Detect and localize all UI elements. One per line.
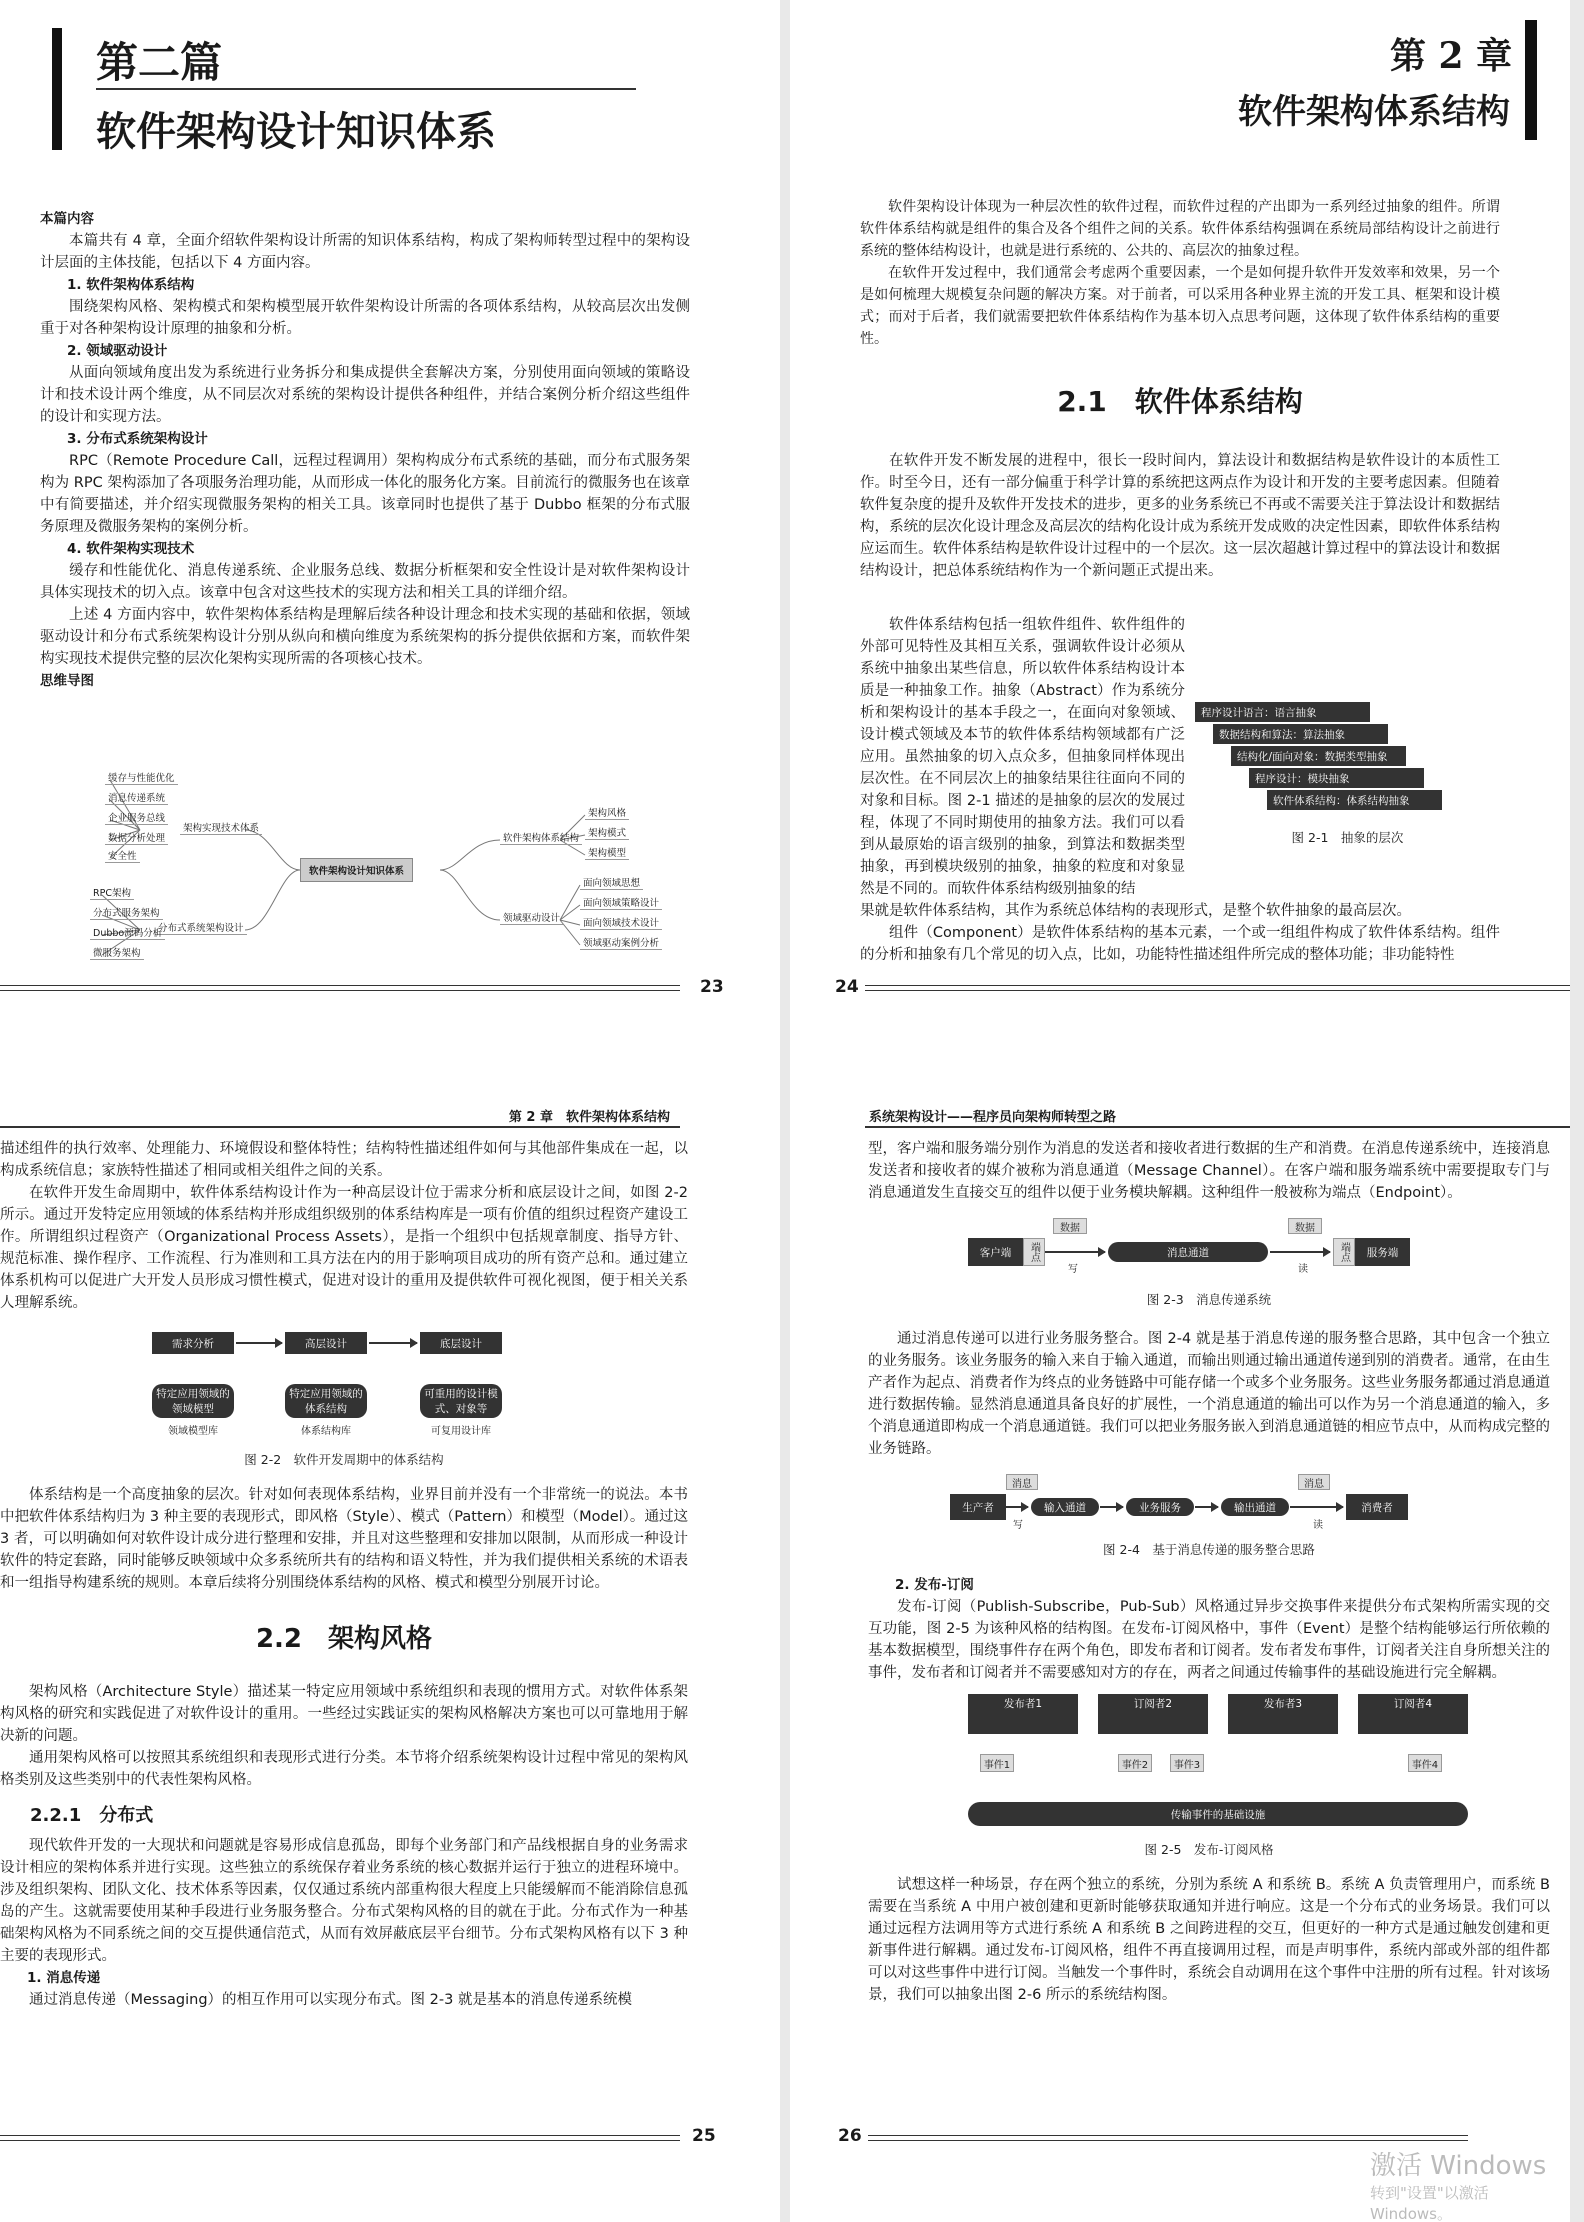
- subsection-2-2-1: 2.2.1 分布式: [30, 1805, 154, 1826]
- fig24-arrow: [1100, 1506, 1123, 1508]
- page-26: [790, 1050, 1570, 2222]
- item-pubsub: 2. 发布-订阅: [895, 1577, 974, 1593]
- fig22-stage: 需求分析: [152, 1332, 234, 1354]
- figure-2-4: [868, 1472, 1550, 1562]
- page-25: [0, 1050, 780, 2222]
- fig23-client: 客户端: [968, 1238, 1023, 1266]
- mind-map-leaf: 架构风格: [585, 805, 629, 820]
- lead-para-1: 软件架构设计体现为一种层次性的软件过程，而软件过程的产出即为一系列经过抽象的组件。所谓软件体系结构就是组件的集合及各个组件之间的关系。软件体系结构强调在系统局部结构设计之前进行系统的整体结构设计，也就是进行系统的、公共的、高层次的抽象过程。: [860, 199, 1500, 259]
- running-header-text: 第 2 章 软件架构体系结构: [508, 1110, 670, 1125]
- intro-heading: 本篇内容: [40, 211, 94, 227]
- mind-map-branch-arch: 软件架构体系结构: [500, 830, 582, 845]
- item-1-heading: 1. 软件架构体系结构: [67, 277, 195, 293]
- mind-map-branch-distributed: 分布式系统架构设计: [155, 920, 247, 935]
- running-header: [0, 1102, 680, 1128]
- footer-rule: [865, 985, 1570, 991]
- para-2-1-a: 在软件开发不断发展的进程中，很长一段时间内，算法设计和数据结构是软件设计的本质性工作。时至今日，还有一部分偏重于科学计算的系统把这两点作为设计和开发的主要考虑因素。但随着软件复杂度的提升及软件开发技术的进步，更多的业务系统已不再或不需要关注于算法设计和数据结构，系统的层次化设计理念及高层次的结构化设计成为系统开发成败的决定性因素，即软件体系结构应运而生。软件体系结构是软件设计过程中的一个层次。这一层次超越计算过程中的算法设计和数据结构设计，把总体系统结构作为一个新问题正式提出来。: [860, 453, 1500, 579]
- item-3-heading: 3. 分布式系统架构设计: [67, 431, 208, 447]
- item-4-text: 缓存和性能优化、消息传递系统、企业服务总线、数据分析框架和安全性设计是对软件架构设计具体实现技术的切入点。该章中包含对这些技术的实现方法和相关工具的详细介绍。: [40, 563, 690, 601]
- fig23-arrow: [1045, 1251, 1105, 1253]
- fig23-server: 服务端: [1355, 1238, 1410, 1266]
- figure-2-1: [1195, 702, 1500, 864]
- fig21-step: 程序设计：模块抽象: [1249, 768, 1424, 788]
- item-messaging: 1. 消息传递: [27, 1970, 101, 1986]
- fig22-output: 可重用的设计模式、对象等: [420, 1384, 502, 1418]
- fig23-endpoint: 端点: [1333, 1238, 1355, 1266]
- fig24-node: 生产者: [950, 1494, 1006, 1520]
- part-label: 第二篇: [96, 38, 223, 87]
- item-1-text: 围绕架构风格、架构模式和架构模型展开软件架构设计所需的各项体系结构，从较高层次出发侧重于对各种架构设计原理的抽象和分析。: [40, 299, 690, 337]
- activate-windows-hint: 转到"设置"以激活 Windows。: [1370, 2184, 1489, 2222]
- para-25-3: 体系结构是一个高度抽象的层次。针对如何表现体系结构，业界目前并没有一个非常统一的说法。本书中把软件体系结构归为 3 种主要的表现形式，即风格（Style）、模式（Pattern）和模型（Model）。通过这 3 者，可以明确如何对软件设计成分进行整理和安排，并且对这些整理和安排加以限制，从而形成一种设计软件的特定套路，同时能够反映领域中众多系统所共有的结构和语义特性，并为我们提供相关系统的术语表和一组指导构建系统的规则。本章后续将分别围绕体系结构的风格、模式和模型分别展开讨论。: [0, 1487, 688, 1591]
- figure-2-3: [868, 1216, 1550, 1316]
- fig25-actor: 发布者3: [1228, 1694, 1338, 1734]
- p26-body: [868, 1138, 1550, 2006]
- lead-para-2: 在软件开发过程中，我们通常会考虑两个重要因素，一个是如何提升软件开发效率和效果，另一个是如何梳理大规模复杂问题的解决方案。对于前者，可以采用各种业界主流的开发工具、框架和设计模式；而对于后者，我们就需要把软件体系结构作为基本切入点思考问题，这体现了软件体系结构的重要性。: [860, 265, 1500, 347]
- part-title-bar: [52, 28, 62, 150]
- fig25-bus: 传输事件的基础设施: [968, 1802, 1468, 1826]
- fig22-label: 体系结构库: [301, 1425, 351, 1437]
- mind-map-leaf: 架构模式: [585, 825, 629, 840]
- part-rule: [96, 88, 636, 90]
- para-25-1: 描述组件的执行效率、处理能力、环境假设和整体特性；结构特性描述组件如何与其他部件集成在一起，以构成系统信息；家族特性描述了相同或相关组件之间的关系。: [0, 1141, 688, 1179]
- para-26-1: 型，客户端和服务端分别作为消息的发送者和接收者进行数据的生产和消费。在消息传递系统中，连接消息发送者和接收者的媒介被称为消息通道（Message Channel）。在客户端和服务端系统中需要提取专门与消息通道发生直接交互的组件以便于业务模块解耦。这种组件一般被称为端点（Endpoint）。: [868, 1141, 1550, 1201]
- mind-map-leaf: 分布式服务架构: [90, 905, 163, 920]
- page-number: 25: [692, 2126, 716, 2146]
- chapter-bar: [1525, 20, 1537, 140]
- footer-rule: [0, 985, 680, 991]
- fig23-channel: 消息通道: [1108, 1242, 1268, 1262]
- fig22-stage: 底层设计: [420, 1332, 502, 1354]
- para-25-5: 通用架构风格可以按照其系统组织和表现形式进行分类。本节将介绍系统架构设计过程中常见的架构风格类别及这些类别中的代表性架构风格。: [0, 1750, 688, 1788]
- fig22-output: 特定应用领域的领域模型: [152, 1384, 234, 1418]
- page-number: 26: [838, 2126, 862, 2146]
- para-2-1-b-cont: 果就是软件体系结构，其作为系统总体结构的表现形式，是整个软件抽象的最高层次。: [860, 903, 1411, 919]
- running-header: [865, 1102, 1570, 1128]
- para-25-2: 在软件开发生命周期中，软件体系结构设计作为一种高层设计位于需求分析和底层设计之间，如图 2-2 所示。通过开发特定应用领域的体系结构并形成组织级别的体系结构库是一项有价值的组织过程资产建设工作。所谓组织过程资产（Organizational Process Assets），是指一个组织中包括规章制度、指导方针、规范标准、操作程序、工作流程、行为准则和工具方法在内的用于影响项目成功的所有资产总和。通过建立体系机构可以促进广大开发人员形成习惯性模式，促进对设计的重用及提供软件可视化视图，便于相关关系人理解系统。: [0, 1185, 688, 1311]
- fig24-arrow: [1195, 1506, 1218, 1508]
- mind-map-leaf: 面向领域技术设计: [580, 915, 662, 930]
- fig24-msg: 消息: [1298, 1474, 1330, 1490]
- page-23: [0, 0, 780, 1100]
- mind-map-center: 软件架构设计知识体系: [300, 858, 413, 882]
- mind-map-leaf: 企业服务总线: [105, 810, 168, 825]
- fig25-actor: 发布者1: [968, 1694, 1078, 1734]
- fig24-node: 消费者: [1346, 1494, 1408, 1520]
- fig24-msg: 消息: [1006, 1474, 1038, 1490]
- fig23-read: 读: [1298, 1263, 1308, 1275]
- mind-map-leaf: 消息传递系统: [105, 790, 168, 805]
- item-3-text: RPC（Remote Procedure Call，远程过程调用）架构构成分布式系统的基础，而分布式服务架构为 RPC 架构添加了各项服务治理功能，从而形成一体化的服务化方案。目前流行的微服务也在该章中有简要描述，并介绍实现微服务架构的相关工具。该章同时也提供了基于 Dubbo 框架的分布式服务原理及微服务架构的案例分析。: [40, 453, 690, 535]
- fig24-arrow: [1290, 1506, 1343, 1508]
- mind-map-leaf: 面向领域策略设计: [580, 895, 662, 910]
- mind-map-leaf: Dubbo源码分析: [90, 925, 165, 940]
- fig21-step: 软件体系结构：体系结构抽象: [1267, 790, 1442, 810]
- section-2-2-title: 2.2 架构风格: [255, 1624, 433, 1654]
- p25-body: [0, 1138, 688, 2011]
- p24-body-2: [860, 614, 1500, 966]
- figure-2-2: [0, 1324, 688, 1474]
- fig24-read: 读: [1313, 1519, 1323, 1531]
- para-25-6: 现代软件开发的一大现状和问题就是容易形成信息孤岛，即每个业务部门和产品线根据自身的业务需求设计相应的架构体系并进行实现。这些独立的系统保存着业务系统的核心数据并运行于独立的进程环境中。涉及组织架构、团队文化、技术体系等因素，仅仅通过系统内部重构很大程度上只能缓解而不能消除信息孤岛的产生。这就需要使用某种手段进行业务服务整合。分布式架构风格的目的就在于此。分布式作为一种基础架构风格为不同系统之间的交互提供通信范式，从而有效屏蔽底层平台细节。分布式架构风格有以下 3 种主要的表现形式。: [0, 1838, 688, 1964]
- mind-map-leaf: 架构模型: [585, 845, 629, 860]
- mindmap-heading: 思维导图: [40, 673, 94, 689]
- fig21-step: 程序设计语言：语言抽象: [1195, 702, 1370, 722]
- fig24-arrow: [1006, 1506, 1028, 1508]
- mind-map-leaf: RPC架构: [90, 885, 134, 900]
- mind-map-leaf: 安全性: [105, 848, 140, 863]
- fig24-caption: 图 2-4 基于消息传递的服务整合思路: [1103, 1542, 1315, 1557]
- page-24: [790, 0, 1570, 1100]
- fig25-actor: 订阅者2: [1098, 1694, 1208, 1734]
- fig22-arrow: [369, 1342, 417, 1344]
- mind-map-leaf: 微服务架构: [90, 945, 144, 960]
- para-2-1-b: 软件体系结构包括一组软件组件、软件组件的外部可见特性及其相互关系，强调软件设计必须从系统中抽象出某些信息，所以软件体系结构设计本质是一种抽象工作。抽象（Abstract）作为系统分析和架构设计的基本手段之一，在面向对象领域、设计模式领域及本节的软件体系结构领域都有广泛应用。虽然抽象的切入点众多，但抽象同样体现出层次性。在不同层次上的抽象结果往往面向不同的对象和目标。图 2-1 描述的是抽象的层次的发展过程，体现了不同时期使用的抽象方法。我们可以看到从最原始的语言级别的抽象，到算法和数据类型抽象，再到模块级别的抽象，抽象的粒度和对象显然是不同的。而软件体系结构级别抽象的结: [860, 617, 1185, 897]
- fig23-endpoint: 端点: [1023, 1238, 1045, 1266]
- fig21-caption: 图 2-1 抽象的层次: [1291, 830, 1404, 845]
- mind-map-leaf: 领域驱动案例分析: [580, 935, 662, 950]
- para-25-4: 架构风格（Architecture Style）描述某一特定应用领域中系统组织和表现的惯用方式。对软件体系架构风格的研究和实践促进了对软件设计的重用。一些经过实践证实的架构风格解决方案也可以可靠地用于解决新的问题。: [0, 1684, 688, 1744]
- fig25-event: 事件4: [1408, 1754, 1442, 1772]
- fig25-caption: 图 2-5 发布-订阅风格: [1144, 1842, 1274, 1857]
- fig25-actor: 订阅者4: [1358, 1694, 1468, 1734]
- mind-map-leaf: 缓存与性能优化: [105, 770, 178, 785]
- footer-rule: [868, 2135, 1468, 2141]
- fig21-step: 结构化/面向对象：数据类型抽象: [1231, 746, 1406, 766]
- fig23-write: 写: [1068, 1263, 1078, 1275]
- mind-map-leaf: 数据分析处理: [105, 830, 168, 845]
- item-2-heading: 2. 领域驱动设计: [67, 343, 168, 359]
- fig22-output: 特定应用领域的体系结构: [285, 1384, 367, 1418]
- fig22-label: 领域模型库: [168, 1425, 218, 1437]
- fig24-node: 输入通道: [1031, 1498, 1099, 1516]
- footer-rule: [0, 2135, 680, 2141]
- summary-text: 上述 4 方面内容中，软件架构体系结构是理解后续各种设计理念和技术实现的基础和依据，领域驱动设计和分布式系统架构设计分别从纵向和横向维度为系统架构的拆分提供依据和方案，而软件架构实现技术提供完整的层次化架构实现所需的各项核心技术。: [40, 607, 690, 667]
- chapter-label: 第 2 章: [1390, 35, 1513, 77]
- fig24-node: 输出通道: [1221, 1498, 1289, 1516]
- mind-map-leaf: 面向领域思想: [580, 875, 643, 890]
- para-26-3: 发布-订阅（Publish-Subscribe，Pub-Sub）风格通过异步交换事件来提供分布式架构所需实现的交互功能，图 2-5 为该种风格的结构图。在发布-订阅风格中，事件（Event）是整个结构能够运行所依赖的基本数据模型，围绕事件存在两个角色，即发布者和订阅者。发布者发布事件，订阅者关注自身所想关注的事件，发布者和订阅者并不需要感知对方的存在，两者之间通过传输事件的基础设施进行完全解耦。: [868, 1599, 1550, 1681]
- para-2-1-c: 组件（Component）是软件体系结构的基本元素，一个或一组组件构成了软件体系结构。组件的分析和抽象有几个常见的切入点，比如，功能特性描述组件所完成的整体功能；非功能特性: [860, 925, 1500, 963]
- fig24-write: 写: [1013, 1519, 1023, 1531]
- activate-windows-watermark: 激活 Windows: [1370, 2151, 1547, 2181]
- para-26-4: 试想这样一种场景，存在两个独立的系统，分别为系统 A 和系统 B。系统 A 负责管理用户，而系统 B 需要在当系统 A 中用户被创建和更新时能够获取通知并进行响应。这是一个分布式的业务场景。我们可以通过远程方法调用等方式进行系统 A 和系统 B 之间跨进程的交互，但更好的一种方式是通过触发创建和更新事件进行解耦。通过发布-订阅风格，组件不再直接调用过程，而是声明事件，系统内部或外部的组件都可以对这些事件中进行订阅。当触发一个事件时，系统会自动调用在这个事件中注册的所有过程。针对该场景，我们可以抽象出图 2-6 所示的系统结构图。: [868, 1877, 1550, 2003]
- fig23-arrow: [1270, 1251, 1330, 1253]
- fig22-caption: 图 2-2 软件开发周期中的体系结构: [244, 1452, 444, 1467]
- intro-text: 本篇共有 4 章，全面介绍软件架构设计所需的知识体系结构，构成了架构师转型过程中的架构设计层面的主体技能，包括以下 4 方面内容。: [40, 233, 690, 271]
- figure-2-5: [868, 1694, 1550, 1864]
- section-2-1-title: 2.1 软件体系结构: [1057, 385, 1303, 418]
- running-header-text: 系统架构设计——程序员向架构师转型之路: [869, 1110, 1117, 1125]
- fig23-data: 数据: [1288, 1218, 1322, 1234]
- fig21-step: 数据结构和算法：算法抽象: [1213, 724, 1388, 744]
- part-title: 软件架构设计知识体系: [96, 109, 496, 155]
- fig23-caption: 图 2-3 消息传递系统: [1146, 1292, 1272, 1307]
- p23-body: [40, 208, 690, 692]
- chapter-title: 软件架构体系结构: [1238, 92, 1510, 132]
- fig23-data: 数据: [1053, 1218, 1087, 1234]
- mind-map-branch-ddd: 领域驱动设计: [500, 910, 563, 925]
- fig22-stage: 高层设计: [285, 1332, 367, 1354]
- fig22-label: 可复用设计库: [431, 1425, 491, 1437]
- fig25-event: 事件3: [1170, 1754, 1204, 1772]
- page-number: 24: [835, 977, 859, 997]
- item-2-text: 从面向领域角度出发为系统进行业务拆分和集成提供全套解决方案，分别使用面向领域的策略设计和技术设计两个维度，从不同层次对系统的架构设计提供各种组件，并结合案例分析介绍这些组件的设计和实现方法。: [40, 365, 690, 425]
- fig25-event: 事件1: [980, 1754, 1014, 1772]
- para-25-7: 通过消息传递（Messaging）的相互作用可以实现分布式。图 2-3 就是基本的消息传递系统模: [29, 1992, 632, 2008]
- page-number: 23: [700, 977, 724, 997]
- fig22-arrow: [236, 1342, 282, 1344]
- para-26-2: 通过消息传递可以进行业务服务整合。图 2-4 就是基于消息传递的服务整合思路，其中包含一个独立的业务服务。该业务服务的输入来自于输入通道，而输出则通过输出通道传递到别的消费者。通常，在由生产者作为起点、消费者作为终点的业务链路中可能存储一个或多个业务服务。这些业务服务都通过消息通道进行数据传输。显然消息通道具备良好的扩展性，一个消息通道的输出可以作为另一个消息通道的输入，多个消息通道即构成一个消息通道链。我们可以把业务服务嵌入到消息通道链的相应节点中，从而构成完整的业务链路。: [868, 1331, 1550, 1457]
- mind-map-branch-impl: 架构实现技术体系: [180, 820, 262, 835]
- p24-body: [860, 196, 1500, 582]
- fig25-event: 事件2: [1118, 1754, 1152, 1772]
- fig24-node: 业务服务: [1126, 1498, 1194, 1516]
- item-4-heading: 4. 软件架构实现技术: [67, 541, 195, 557]
- mind-map: [60, 770, 660, 970]
